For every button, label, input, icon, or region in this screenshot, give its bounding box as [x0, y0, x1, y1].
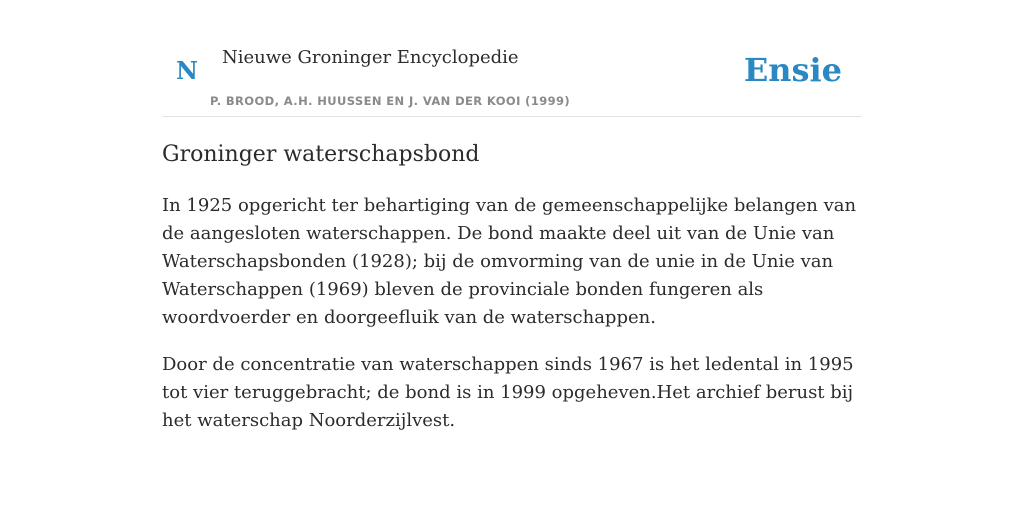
ensie-logo-link[interactable]: Ensie: [743, 51, 842, 89]
article-paragraph: In 1925 opgericht ter behartiging van de gemeenschappelijke belangen van de aangesloten waterschappen. De bond maakte deel uit van de Unie van Waterschapsbonden (1928); bij de omvorming van de unie in de Unie van Waterschappen (1969) bleven de provinciale bonden fungeren als woordvoerder en doorgeefluik van de waterschappen.: [162, 195, 857, 328]
article-paragraph: Door de concentratie van waterschappen sinds 1967 is het ledental in 1995 tot vier teruggebracht; de bond is in 1999 opgeheven.Het archief berust bij het waterschap Noorderzijlvest.: [162, 354, 854, 431]
encyclopedia-header: [162, 36, 862, 117]
encyclopedia-title[interactable]: Nieuwe Groninger Encyclopedie: [222, 47, 519, 68]
encyclopedia-logo[interactable]: N: [176, 56, 198, 85]
encyclopedia-authors: P. BROOD, A.H. HUUSSEN EN J. VAN DER KOOI (1999): [210, 94, 571, 108]
article-body: [162, 192, 862, 454]
article-title: Groninger waterschapsbond: [162, 142, 480, 167]
